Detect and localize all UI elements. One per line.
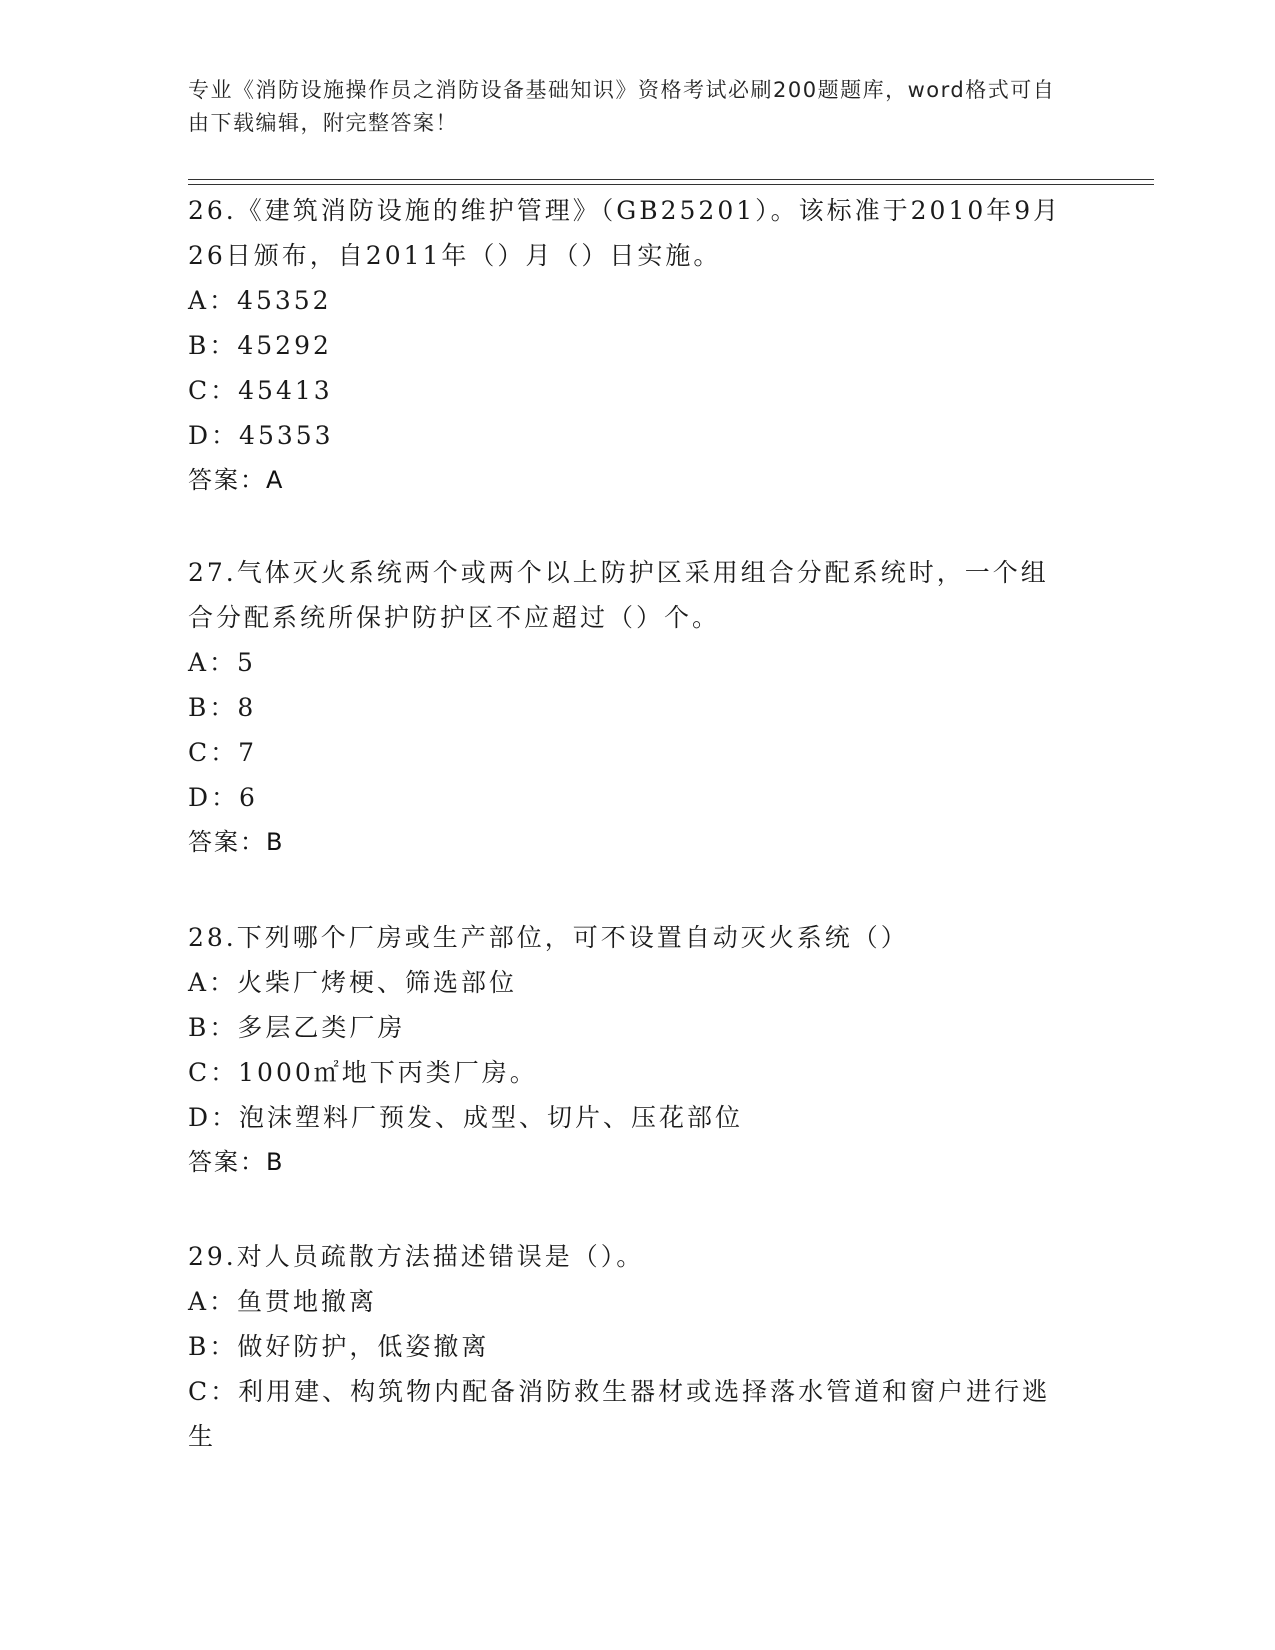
option-c: C：1000㎡地下丙类厂房。 [188,1058,538,1087]
option-b: B：45292 [188,331,332,360]
option-b: B：做好防护，低姿撤离 [188,1332,490,1361]
option-a: A：5 [188,648,256,677]
document-header: 专业《消防设施操作员之消防设备基础知识》资格考试必刷200题题库，word格式可自由下载编辑，附完整答案！ [188,78,1056,135]
option-c: C：7 [188,738,258,767]
question-text: 26.《建筑消防设施的维护管理》（GB25201）。该标准于2010年9月26日颁布，自2011年（）月（）日实施。 [188,196,1062,270]
question-26 [188,188,1068,503]
question-text: 27.气体灭火系统两个或两个以上防护区采用组合分配系统时，一个组合分配系统所保护防护区不应超过（）个。 [188,558,1049,632]
answer-line: 答案：B [188,828,285,856]
question-28 [188,915,1068,1185]
option-c: C：45413 [188,376,333,405]
option-a: A：鱼贯地撤离 [188,1287,378,1316]
option-a: A：45352 [188,286,332,315]
header-divider-bottom [188,184,1154,185]
question-27 [188,550,1068,865]
header-divider-top [188,179,1154,180]
option-a: A：火柴厂烤梗、筛选部位 [188,968,518,997]
option-b: B：8 [188,693,257,722]
answer-line: 答案：B [188,1148,285,1176]
option-c: C：利用建、构筑物内配备消防救生器材或选择落水管道和窗户进行逃生 [188,1377,1051,1451]
option-d: D：6 [188,783,258,812]
question-text: 28.下列哪个厂房或生产部位，可不设置自动灭火系统（） [188,923,909,952]
answer-line: 答案：A [188,466,285,494]
option-b: B：多层乙类厂房 [188,1013,406,1042]
question-text: 29.对人员疏散方法描述错误是（）。 [188,1242,645,1271]
question-29 [188,1234,1068,1459]
option-d: D：泡沫塑料厂预发、成型、切片、压花部位 [188,1103,744,1132]
option-d: D：45353 [188,421,334,450]
